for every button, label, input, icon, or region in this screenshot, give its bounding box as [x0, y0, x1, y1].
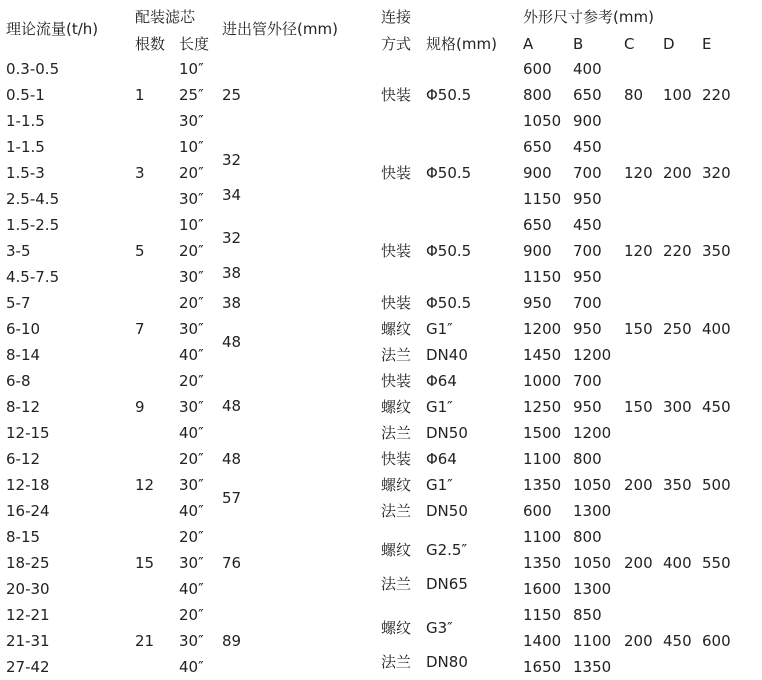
- dim-b-cell: 700: [573, 294, 602, 312]
- dim-b-cell: 800: [573, 528, 602, 546]
- pipe-cell: 32: [222, 229, 242, 247]
- pipe-cell: 57: [222, 489, 242, 507]
- dim-a-cell: 650: [523, 216, 552, 234]
- dim-a-cell: 650: [523, 138, 552, 156]
- flow-cell: 18-25: [6, 554, 50, 572]
- connection-spec-cell: Φ64: [426, 372, 457, 390]
- dim-b-cell: 800: [573, 450, 602, 468]
- dim-c-cell: 80: [624, 86, 644, 104]
- length-cell: 40″: [179, 580, 204, 598]
- flow-cell: 1-1.5: [6, 112, 45, 130]
- connection-spec-cell: Φ50.5: [426, 294, 472, 312]
- flow-cell: 12-18: [6, 476, 50, 494]
- flow-cell: 6-8: [6, 372, 31, 390]
- connection-type-cell: 法兰: [381, 653, 412, 671]
- header-dim-c: C: [624, 35, 635, 53]
- pipe-cell: 32: [222, 151, 242, 169]
- connection-type-cell: 螺纹: [381, 476, 412, 494]
- length-cell: 10″: [179, 216, 204, 234]
- connection-type-cell: 螺纹: [381, 320, 412, 338]
- connection-type-cell: 法兰: [381, 502, 412, 520]
- filter-count-cell: 12: [135, 476, 155, 494]
- flow-cell: 16-24: [6, 502, 50, 520]
- length-cell: 40″: [179, 658, 204, 676]
- dim-a-cell: 1100: [523, 528, 562, 546]
- flow-cell: 20-30: [6, 580, 50, 598]
- length-cell: 30″: [179, 398, 204, 416]
- dim-a-cell: 900: [523, 242, 552, 260]
- flow-cell: 6-10: [6, 320, 41, 338]
- dim-c-cell: 150: [624, 398, 653, 416]
- length-cell: 30″: [179, 554, 204, 572]
- header-connection: 连接: [381, 8, 412, 26]
- length-cell: 20″: [179, 606, 204, 624]
- connection-spec-cell: G3″: [426, 619, 453, 637]
- dim-a-cell: 1050: [523, 112, 562, 130]
- header-dim-d: D: [663, 35, 675, 53]
- connection-type-cell: 螺纹: [381, 541, 412, 559]
- dim-c-cell: 200: [624, 476, 653, 494]
- connection-spec-cell: Φ50.5: [426, 242, 472, 260]
- dim-a-cell: 1250: [523, 398, 562, 416]
- dim-a-cell: 1650: [523, 658, 562, 676]
- dim-c-cell: 150: [624, 320, 653, 338]
- flow-cell: 0.3-0.5: [6, 60, 60, 78]
- dim-b-cell: 1200: [573, 424, 612, 442]
- dim-a-cell: 1150: [523, 268, 562, 286]
- flow-cell: 1-1.5: [6, 138, 45, 156]
- connection-type-cell: 螺纹: [381, 398, 412, 416]
- connection-spec-cell: Φ64: [426, 450, 457, 468]
- dim-e-cell: 450: [702, 398, 731, 416]
- connection-type-cell: 快装: [381, 164, 412, 182]
- connection-type-cell: 法兰: [381, 424, 412, 442]
- connection-type-cell: 快装: [381, 450, 412, 468]
- flow-cell: 0.5-1: [6, 86, 45, 104]
- connection-spec-cell: G2.5″: [426, 541, 468, 559]
- length-cell: 30″: [179, 632, 204, 650]
- filter-count-cell: 3: [135, 164, 145, 182]
- dim-b-cell: 1050: [573, 476, 612, 494]
- pipe-cell: 76: [222, 554, 242, 572]
- length-cell: 40″: [179, 424, 204, 442]
- flow-cell: 8-12: [6, 398, 41, 416]
- dim-d-cell: 450: [663, 632, 692, 650]
- dim-e-cell: 400: [702, 320, 731, 338]
- length-cell: 20″: [179, 294, 204, 312]
- dim-e-cell: 350: [702, 242, 731, 260]
- length-cell: 10″: [179, 60, 204, 78]
- dim-a-cell: 1200: [523, 320, 562, 338]
- dim-a-cell: 900: [523, 164, 552, 182]
- dim-d-cell: 200: [663, 164, 692, 182]
- dim-d-cell: 220: [663, 242, 692, 260]
- dim-a-cell: 800: [523, 86, 552, 104]
- dim-b-cell: 1100: [573, 632, 612, 650]
- flow-cell: 1.5-2.5: [6, 216, 60, 234]
- dim-a-cell: 950: [523, 294, 552, 312]
- length-cell: 20″: [179, 242, 204, 260]
- dim-d-cell: 350: [663, 476, 692, 494]
- filter-count-cell: 1: [135, 86, 145, 104]
- dim-a-cell: 1150: [523, 606, 562, 624]
- dim-b-cell: 1350: [573, 658, 612, 676]
- filter-count-cell: 21: [135, 632, 155, 650]
- connection-spec-cell: DN50: [426, 502, 468, 520]
- connection-spec-cell: DN50: [426, 424, 468, 442]
- dim-a-cell: 1600: [523, 580, 562, 598]
- pipe-cell: 48: [222, 450, 242, 468]
- length-cell: 20″: [179, 450, 204, 468]
- pipe-cell: 89: [222, 632, 242, 650]
- dim-b-cell: 850: [573, 606, 602, 624]
- connection-spec-cell: DN65: [426, 575, 468, 593]
- dim-b-cell: 700: [573, 242, 602, 260]
- filter-count-cell: 15: [135, 554, 155, 572]
- length-cell: 30″: [179, 476, 204, 494]
- flow-cell: 3-5: [6, 242, 31, 260]
- flow-cell: 5-7: [6, 294, 31, 312]
- dim-b-cell: 1300: [573, 502, 612, 520]
- length-cell: 40″: [179, 346, 204, 364]
- dim-a-cell: 1150: [523, 190, 562, 208]
- connection-type-cell: 快装: [381, 372, 412, 390]
- dim-b-cell: 950: [573, 320, 602, 338]
- dim-e-cell: 500: [702, 476, 731, 494]
- length-cell: 20″: [179, 372, 204, 390]
- dim-c-cell: 200: [624, 632, 653, 650]
- dim-a-cell: 1400: [523, 632, 562, 650]
- dim-e-cell: 220: [702, 86, 731, 104]
- dim-c-cell: 200: [624, 554, 653, 572]
- length-cell: 25″: [179, 86, 204, 104]
- connection-type-cell: 快装: [381, 86, 412, 104]
- connection-spec-cell: DN80: [426, 653, 468, 671]
- dim-b-cell: 950: [573, 398, 602, 416]
- dim-e-cell: 550: [702, 554, 731, 572]
- flow-cell: 6-12: [6, 450, 41, 468]
- dim-a-cell: 1450: [523, 346, 562, 364]
- pipe-cell: 25: [222, 86, 242, 104]
- flow-cell: 2.5-4.5: [6, 190, 60, 208]
- dim-a-cell: 600: [523, 502, 552, 520]
- length-cell: 30″: [179, 190, 204, 208]
- flow-cell: 1.5-3: [6, 164, 45, 182]
- dim-d-cell: 100: [663, 86, 692, 104]
- header-dim-a: A: [523, 35, 534, 53]
- pipe-cell: 48: [222, 333, 242, 351]
- flow-cell: 4.5-7.5: [6, 268, 60, 286]
- connection-spec-cell: DN40: [426, 346, 468, 364]
- length-cell: 30″: [179, 268, 204, 286]
- header-dimensions: 外形尺寸参考(mm): [523, 8, 654, 26]
- pipe-cell: 34: [222, 186, 242, 204]
- dim-d-cell: 300: [663, 398, 692, 416]
- flow-cell: 27-42: [6, 658, 50, 676]
- dim-a-cell: 1350: [523, 554, 562, 572]
- connection-type-cell: 快装: [381, 242, 412, 260]
- header-filter-count: 根数: [135, 35, 166, 53]
- pipe-cell: 38: [222, 294, 242, 312]
- flow-cell: 12-15: [6, 424, 50, 442]
- filter-count-cell: 5: [135, 242, 145, 260]
- dim-a-cell: 1350: [523, 476, 562, 494]
- connection-spec-cell: G1″: [426, 398, 453, 416]
- connection-type-cell: 法兰: [381, 346, 412, 364]
- filter-count-cell: 9: [135, 398, 145, 416]
- dim-b-cell: 900: [573, 112, 602, 130]
- header-filter: 配装滤芯: [135, 8, 196, 26]
- connection-spec-cell: G1″: [426, 476, 453, 494]
- dim-d-cell: 250: [663, 320, 692, 338]
- dim-b-cell: 650: [573, 86, 602, 104]
- dim-c-cell: 120: [624, 242, 653, 260]
- length-cell: 20″: [179, 528, 204, 546]
- dim-b-cell: 700: [573, 164, 602, 182]
- connection-spec-cell: Φ50.5: [426, 164, 472, 182]
- dim-b-cell: 1300: [573, 580, 612, 598]
- dim-d-cell: 400: [663, 554, 692, 572]
- flow-cell: 8-15: [6, 528, 41, 546]
- connection-type-cell: 快装: [381, 294, 412, 312]
- dim-e-cell: 600: [702, 632, 731, 650]
- connection-spec-cell: Φ50.5: [426, 86, 472, 104]
- header-connection-type: 方式: [381, 35, 412, 53]
- filter-count-cell: 7: [135, 320, 145, 338]
- flow-cell: 21-31: [6, 632, 50, 650]
- header-flow: 理论流量(t/h): [6, 20, 99, 38]
- header-dim-b: B: [573, 35, 584, 53]
- length-cell: 30″: [179, 320, 204, 338]
- header-pipe: 进出管外径(mm): [222, 20, 338, 38]
- header-filter-length: 长度: [179, 35, 210, 53]
- connection-spec-cell: G1″: [426, 320, 453, 338]
- dim-b-cell: 450: [573, 216, 602, 234]
- pipe-cell: 38: [222, 264, 242, 282]
- connection-type-cell: 法兰: [381, 575, 412, 593]
- dim-a-cell: 1000: [523, 372, 562, 390]
- flow-cell: 12-21: [6, 606, 50, 624]
- length-cell: 10″: [179, 138, 204, 156]
- length-cell: 20″: [179, 164, 204, 182]
- dim-b-cell: 700: [573, 372, 602, 390]
- dim-b-cell: 1050: [573, 554, 612, 572]
- dim-b-cell: 450: [573, 138, 602, 156]
- dim-e-cell: 320: [702, 164, 731, 182]
- dim-b-cell: 1200: [573, 346, 612, 364]
- dim-a-cell: 1100: [523, 450, 562, 468]
- pipe-cell: 48: [222, 397, 242, 415]
- header-dim-e: E: [702, 35, 712, 53]
- header-connection-spec: 规格(mm): [426, 35, 497, 53]
- length-cell: 40″: [179, 502, 204, 520]
- dim-a-cell: 600: [523, 60, 552, 78]
- flow-cell: 8-14: [6, 346, 41, 364]
- length-cell: 30″: [179, 112, 204, 130]
- dim-b-cell: 950: [573, 268, 602, 286]
- dim-a-cell: 1500: [523, 424, 562, 442]
- dim-b-cell: 400: [573, 60, 602, 78]
- dim-c-cell: 120: [624, 164, 653, 182]
- dim-b-cell: 950: [573, 190, 602, 208]
- connection-type-cell: 螺纹: [381, 619, 412, 637]
